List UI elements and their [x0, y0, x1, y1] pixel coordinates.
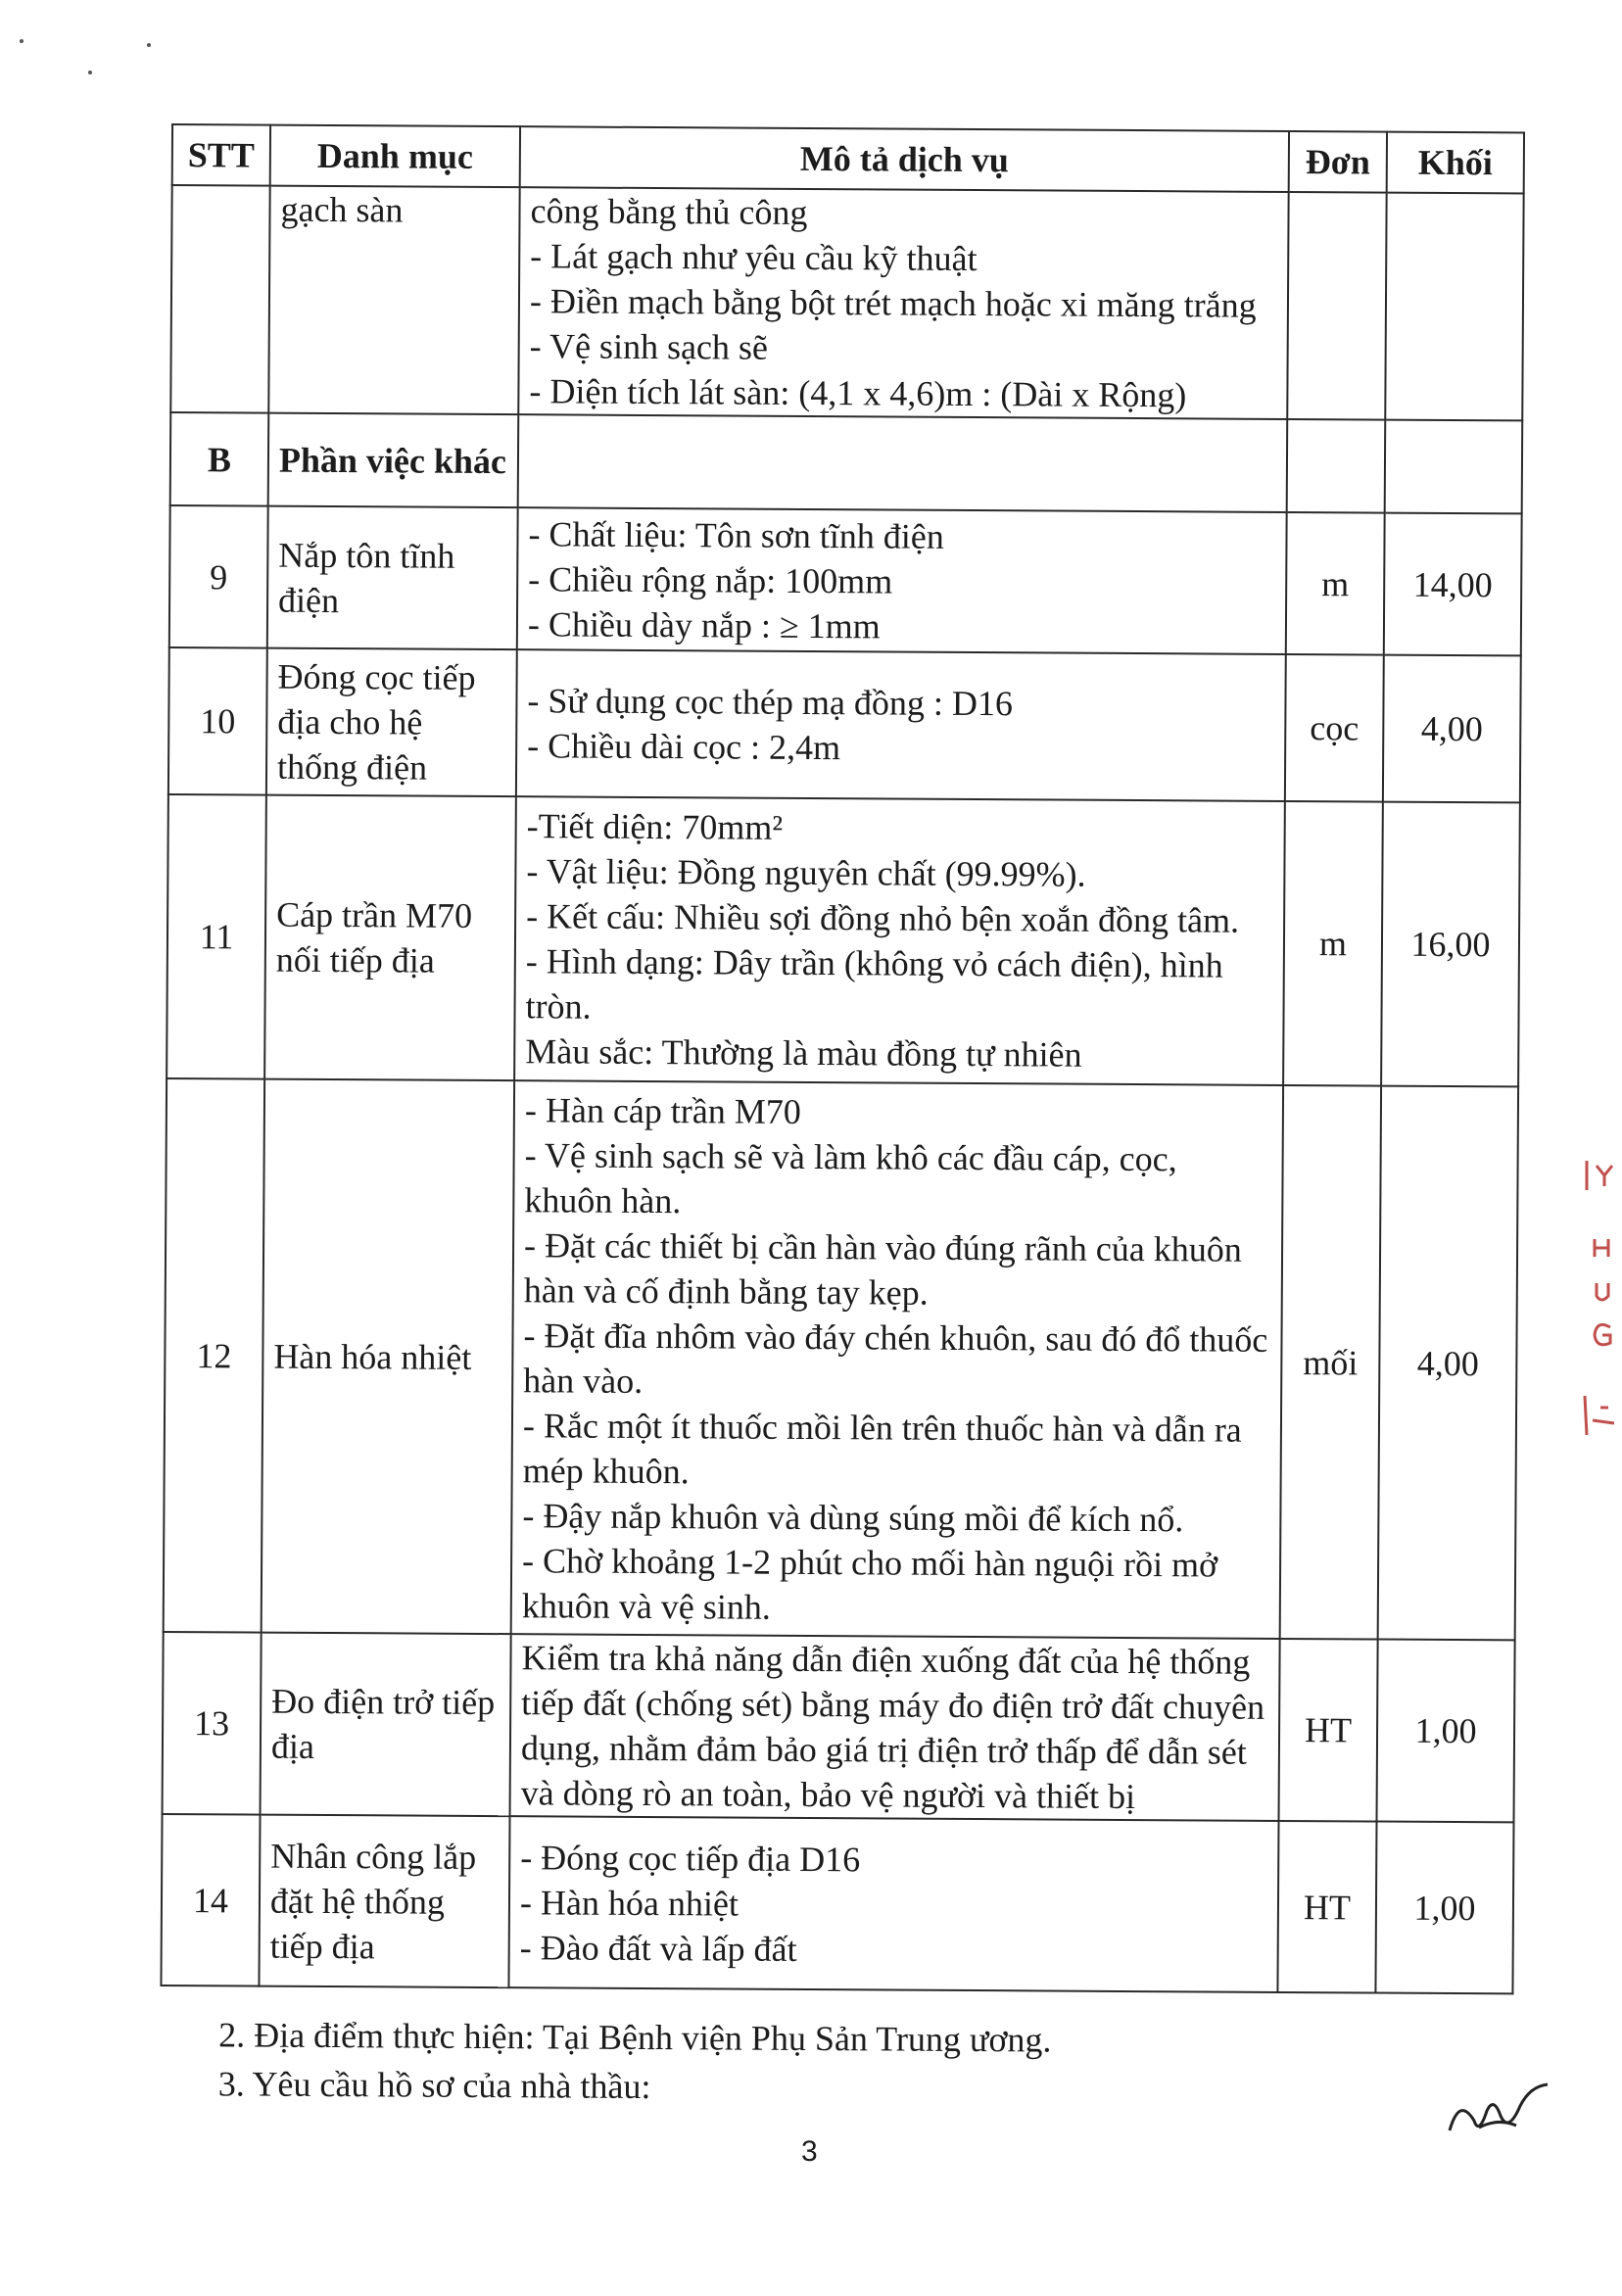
cell-stt: 11 [167, 794, 266, 1079]
cell-quantity: 16,00 [1381, 802, 1520, 1087]
description-line: -Tiết diện: 70mm² [526, 806, 784, 847]
description-line: - Lát gạch như yêu cầu kỹ thuật [530, 236, 978, 279]
table-row [168, 647, 1521, 802]
header-quantity: Khối [1387, 132, 1524, 194]
description-line: công bằng thủ công [530, 191, 808, 232]
table-header-row [172, 124, 1524, 193]
cell-unit: m [1286, 512, 1385, 655]
header-category: Danh mục [270, 125, 520, 188]
table-row [170, 185, 1523, 420]
margin-stamp-fragment [1579, 1151, 1618, 1435]
cell-category: Nắp tôn tĩnh điện [267, 506, 518, 650]
cell-category: Nhân công lắp đặt hệ thống tiếp địa [259, 1815, 509, 1988]
description-line: - Chất liệu: Tôn sơn tĩnh điện [528, 513, 944, 556]
cell-unit [1287, 419, 1386, 513]
cell-description [517, 507, 1287, 654]
cell-stt: B [170, 412, 269, 506]
cell-quantity [1385, 193, 1523, 421]
cell-description [510, 1634, 1280, 1821]
cell-quantity [1385, 420, 1523, 514]
cell-stt: 13 [163, 1632, 262, 1815]
cell-stt: 10 [168, 647, 267, 795]
description-line: - Vệ sinh sạch sẽ và làm khô các đầu cáp, cọc, khuôn hàn. [524, 1134, 1177, 1220]
cell-unit: m [1283, 801, 1383, 1086]
description-line: - Đặt các thiết bị cần hàn vào đúng rãnh của khuôn hàn và cố định bằng tay kẹp. [523, 1224, 1242, 1313]
cell-unit: cọc [1285, 654, 1384, 802]
page-number: 3 [801, 2135, 818, 2168]
table-row [167, 794, 1520, 1086]
table-row [170, 412, 1523, 513]
description-line: - Đặt đĩa nhôm vào đáy chén khuôn, sau đó đổ thuốc hàn vào. [523, 1315, 1268, 1401]
cell-description [518, 414, 1288, 512]
description-line: - Diện tích lát sàn: (4,1 x 4,6)m : (Dài x Rộng) [529, 371, 1187, 415]
description-line: - Đào đất và lấp đất [519, 1927, 797, 1969]
description-line: Kiểm tra khả năng dẫn điện xuống đất của hệ thống tiếp đất (chống sét) bằng máy đo điện trở đất chuyên dụng, nhằm đảm bảo giá trị điện trở thấp để dẫn sét và dòng rò an toàn, bảo vệ người và thiết bị [520, 1638, 1265, 1817]
cell-stt: 14 [161, 1814, 260, 1986]
table-row [163, 1632, 1515, 1822]
cell-stt: 9 [169, 505, 268, 648]
cell-category: Hàn hóa nhiệt [262, 1079, 514, 1635]
cell-description [514, 796, 1285, 1085]
cell-stt: 12 [164, 1078, 264, 1633]
cell-stt [170, 185, 269, 413]
header-description: Mô tả dịch vụ [520, 126, 1289, 192]
cell-description [516, 649, 1286, 801]
cell-quantity: 1,00 [1377, 1640, 1515, 1823]
description-line: Màu sắc: Thường là màu đồng tự nhiên [525, 1031, 1082, 1075]
description-line: - Chiều rộng nắp: 100mm [528, 558, 893, 601]
description-line: - Kết cấu: Nhiều sợi đồng nhỏ bện xoắn đồng tâm. [526, 896, 1240, 940]
cell-category: Đo điện trở tiếp địa [261, 1633, 511, 1817]
cell-unit: HT [1277, 1821, 1376, 1993]
description-line: - Vật liệu: Đồng nguyên chất (99.99%). [526, 851, 1086, 894]
cell-category: gạch sàn [268, 186, 519, 415]
description-line: - Đậy nắp khuôn và dùng súng mồi để kích nổ. [522, 1495, 1184, 1539]
cell-description [508, 1816, 1278, 1992]
table-body [161, 185, 1523, 1993]
header-stt: STT [172, 124, 270, 186]
description-line: - Hình dạng: Dây trần (không vỏ cách điện), hình tròn. [525, 941, 1223, 1027]
description-line: - Đóng cọc tiếp địa D16 [520, 1837, 861, 1879]
cell-category: Cáp trần M70 nối tiếp địa [264, 795, 516, 1081]
header-unit: Đơn [1289, 131, 1387, 193]
description-line: - Sử dụng cọc thép mạ đồng : D16 [527, 681, 1014, 724]
table-row [169, 505, 1522, 655]
cell-description [518, 187, 1288, 419]
description-line: - Chiều dài cọc : 2,4m [527, 726, 841, 768]
cell-category: Phần việc khác [268, 413, 519, 508]
cell-quantity: 4,00 [1383, 655, 1521, 803]
description-line: - Chiều dày nắp : ≥ 1mm [527, 603, 881, 646]
cell-unit: mối [1280, 1085, 1381, 1640]
cell-unit: HT [1279, 1639, 1378, 1822]
table-row [164, 1078, 1518, 1640]
description-line: - Chờ khoảng 1-2 phút cho mối hàn nguội rồi mở khuôn và vệ sinh. [521, 1540, 1218, 1627]
cell-unit [1287, 192, 1386, 420]
signature-initials [1440, 2077, 1557, 2145]
description-line: - Hàn hóa nhiệt [519, 1882, 739, 1924]
cell-category: Đóng cọc tiếp địa cho hệ thống điện [266, 648, 517, 797]
description-line: - Vệ sinh sạch sẽ [529, 326, 769, 367]
cell-quantity: 4,00 [1378, 1086, 1518, 1641]
service-table [160, 123, 1525, 1994]
cell-quantity: 1,00 [1375, 1822, 1513, 1994]
note-location: 2. Địa điểm thực hiện: Tại Bệnh viện Phụ Sản Trung ương. [218, 2015, 1052, 2060]
table-row [161, 1814, 1513, 1993]
cell-description [511, 1080, 1283, 1639]
note-requirements: 3. Yêu cầu hồ sơ của nhà thầu: [217, 2064, 651, 2107]
description-line: - Điền mạch bằng bột trét mạch hoặc xi măng trắng [529, 281, 1257, 325]
cell-quantity: 14,00 [1384, 513, 1522, 656]
description-line: - Rắc một ít thuốc mồi lên trên thuốc hàn và dẫn ra mép khuôn. [522, 1405, 1242, 1491]
description-line: - Hàn cáp trần M70 [524, 1089, 801, 1131]
